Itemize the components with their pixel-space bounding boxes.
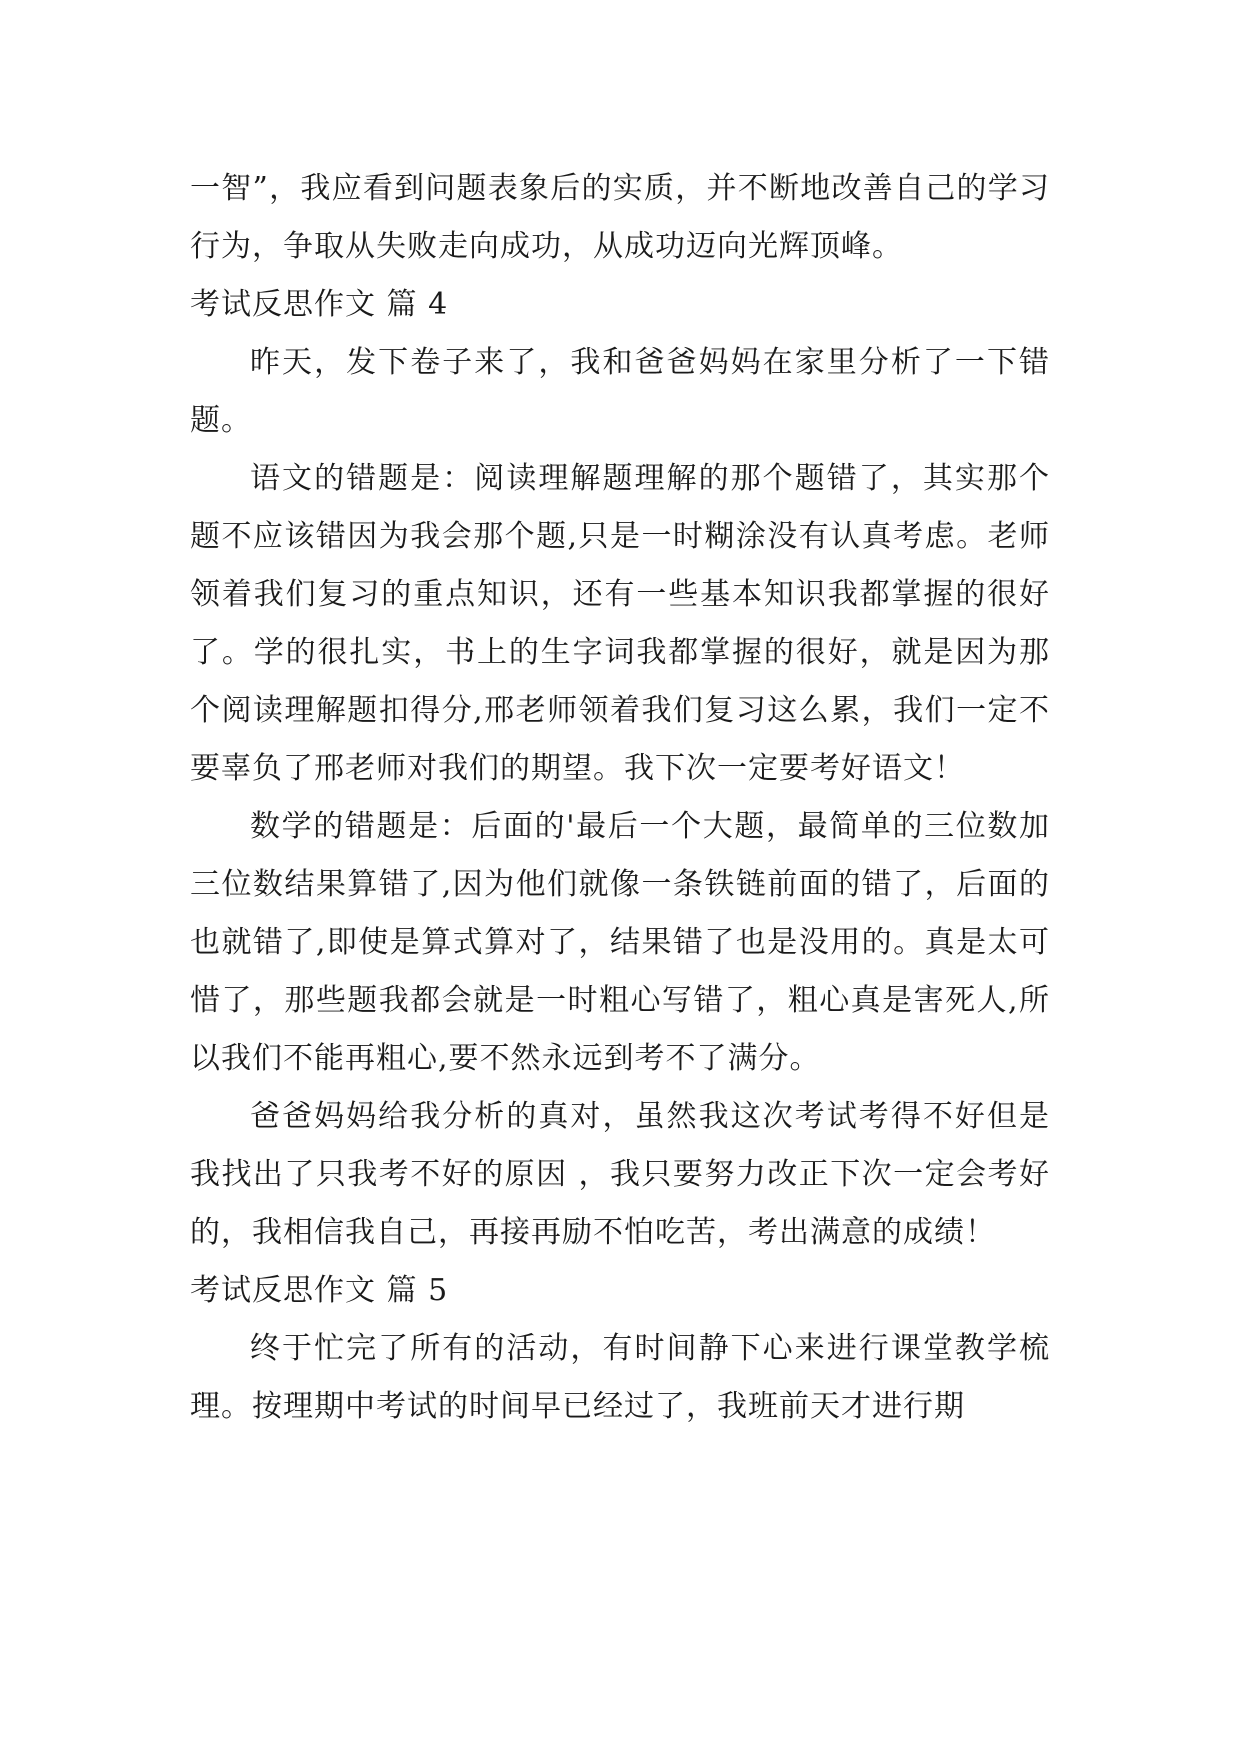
paragraph-3: 语文的错题是：阅读理解题理解的那个题错了，其实那个题不应该错因为我会那个题,只是一时糊涂没有认真考虑。老师领着我们复习的重点知识，还有一些基本知识我都掌握的很好了。学的很扎实，书上的生字词我都掌握的很好，就是因为那个阅读理解题扣得分,邢老师领着我们复习这么累，我们一定不要辜负了邢老师对我们的期望。我下次一定要考好语文！ <box>190 461 1050 786</box>
document-body <box>190 160 1050 1436</box>
paragraph-6: 终于忙完了所有的活动，有时间静下心来进行课堂教学梳理。按理期中考试的时间早已经过了，我班前天才进行期 <box>190 1331 1050 1424</box>
paragraph-4: 数学的错题是：后面的'最后一个大题，最简单的三位数加三位数结果算错了,因为他们就像一条铁链前面的错了，后面的也就错了,即使是算式算对了，结果错了也是没用的。真是太可惜了，那些题我都会就是一时粗心写错了，粗心真是害死人,所以我们不能再粗心,要不然永远到考不了满分。 <box>190 809 1050 1076</box>
paragraph-5: 爸爸妈妈给我分析的真对，虽然我这次考试考得不好但是我找出了只我考不好的原因 ，我只要努力改正下次一定会考好的，我相信我自己，再接再励不怕吃苦，考出满意的成绩！ <box>190 1099 1050 1250</box>
paragraph-2: 昨天，发下卷子来了，我和爸爸妈妈在家里分析了一下错题。 <box>190 345 1050 438</box>
paragraph-1: 一智”，我应看到问题表象后的实质，并不断地改善自己的学习行为，争取从失败走向成功，从成功迈向光辉顶峰。 <box>190 171 1050 264</box>
section-heading-5: 考试反思作文 篇 5 <box>190 1273 449 1308</box>
section-heading-4: 考试反思作文 篇 4 <box>190 287 449 322</box>
